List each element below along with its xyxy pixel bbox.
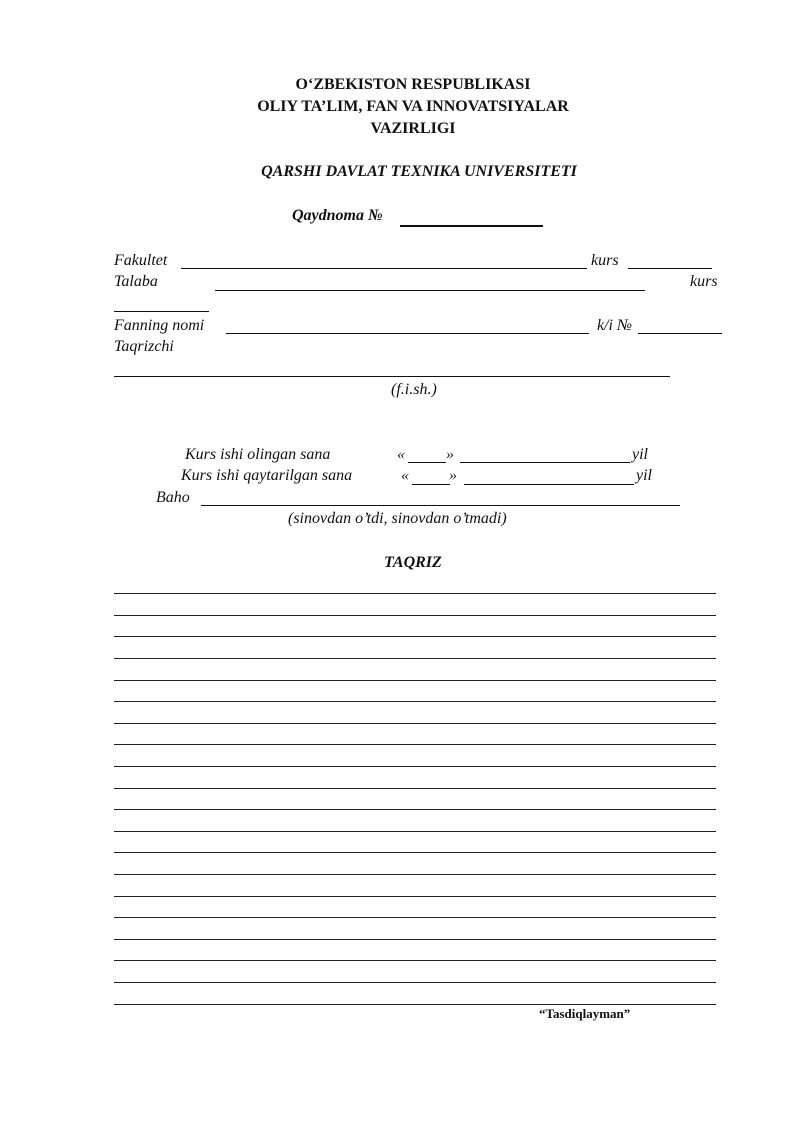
review-line[interactable] — [114, 831, 716, 832]
kurs-field[interactable] — [628, 268, 712, 269]
olingan-sana-label: Kurs ishi olingan sana — [185, 446, 331, 463]
fakultet-field[interactable] — [181, 268, 587, 269]
baho-field[interactable] — [201, 505, 680, 506]
qaytarilgan-quote-open: « — [401, 467, 409, 484]
review-line[interactable] — [114, 593, 716, 594]
review-line[interactable] — [114, 636, 716, 637]
review-line[interactable] — [114, 874, 716, 875]
qaytarilgan-sana-label: Kurs ishi qaytarilgan sana — [181, 467, 353, 484]
talaba-kurs-field[interactable] — [114, 311, 209, 312]
review-line[interactable] — [114, 658, 716, 659]
review-line[interactable] — [114, 939, 716, 940]
baho-label: Baho — [156, 489, 190, 506]
qaydnoma-label: Qaydnoma № — [292, 207, 383, 224]
taqrizchi-field[interactable] — [114, 376, 670, 377]
review-line[interactable] — [114, 744, 716, 745]
review-line[interactable] — [114, 615, 716, 616]
ministry-line-3: VAZIRLIGI — [370, 120, 456, 137]
ministry-line-2: OLIY TA’LIM, FAN VA INNOVATSIYALAR — [257, 98, 569, 115]
review-line[interactable] — [114, 680, 716, 681]
review-line[interactable] — [114, 723, 716, 724]
baho-hint: (sinovdan o’tdi, sinovdan o’tmadi) — [288, 510, 507, 527]
review-line[interactable] — [114, 788, 716, 789]
kurs-label: kurs — [591, 252, 619, 269]
olingan-yil-label: yil — [632, 446, 648, 463]
qaytarilgan-yil-label: yil — [636, 467, 652, 484]
talaba-label: Talaba — [114, 273, 158, 290]
kafedra-field[interactable] — [638, 333, 722, 334]
review-line[interactable] — [114, 982, 716, 983]
olingan-day-field[interactable] — [408, 462, 446, 463]
taqriz-title: TAQRIZ — [384, 554, 442, 571]
qaytarilgan-quote-close: » — [449, 467, 457, 484]
fish-hint: (f.i.sh.) — [391, 381, 437, 398]
review-line[interactable] — [114, 852, 716, 853]
qaytarilgan-month-field[interactable] — [464, 484, 634, 485]
university-name: QARSHI DAVLAT TEXNIKA UNIVERSITETI — [261, 163, 577, 180]
review-line[interactable] — [114, 766, 716, 767]
review-line[interactable] — [114, 917, 716, 918]
review-line[interactable] — [114, 809, 716, 810]
review-line[interactable] — [114, 960, 716, 961]
kafedra-label: k/i № — [597, 317, 633, 334]
fakultet-label: Fakultet — [114, 252, 168, 269]
talaba-kurs-label: kurs — [690, 273, 718, 290]
ministry-line-1: O‘ZBEKISTON RESPUBLIKASI — [295, 76, 531, 93]
fanning-nomi-field[interactable] — [226, 333, 589, 334]
talaba-field[interactable] — [215, 290, 645, 291]
review-line[interactable] — [114, 701, 716, 702]
review-line[interactable] — [114, 1004, 716, 1005]
olingan-quote-close: » — [446, 446, 454, 463]
olingan-quote-open: « — [397, 446, 405, 463]
qaytarilgan-day-field[interactable] — [412, 484, 450, 485]
fanning-nomi-label: Fanning nomi — [114, 317, 205, 334]
approve-label: “Tasdiqlayman” — [539, 1006, 631, 1021]
olingan-month-field[interactable] — [460, 462, 630, 463]
review-line[interactable] — [114, 896, 716, 897]
qaydnoma-number-field[interactable] — [400, 225, 543, 227]
taqrizchi-label: Taqrizchi — [114, 338, 174, 355]
